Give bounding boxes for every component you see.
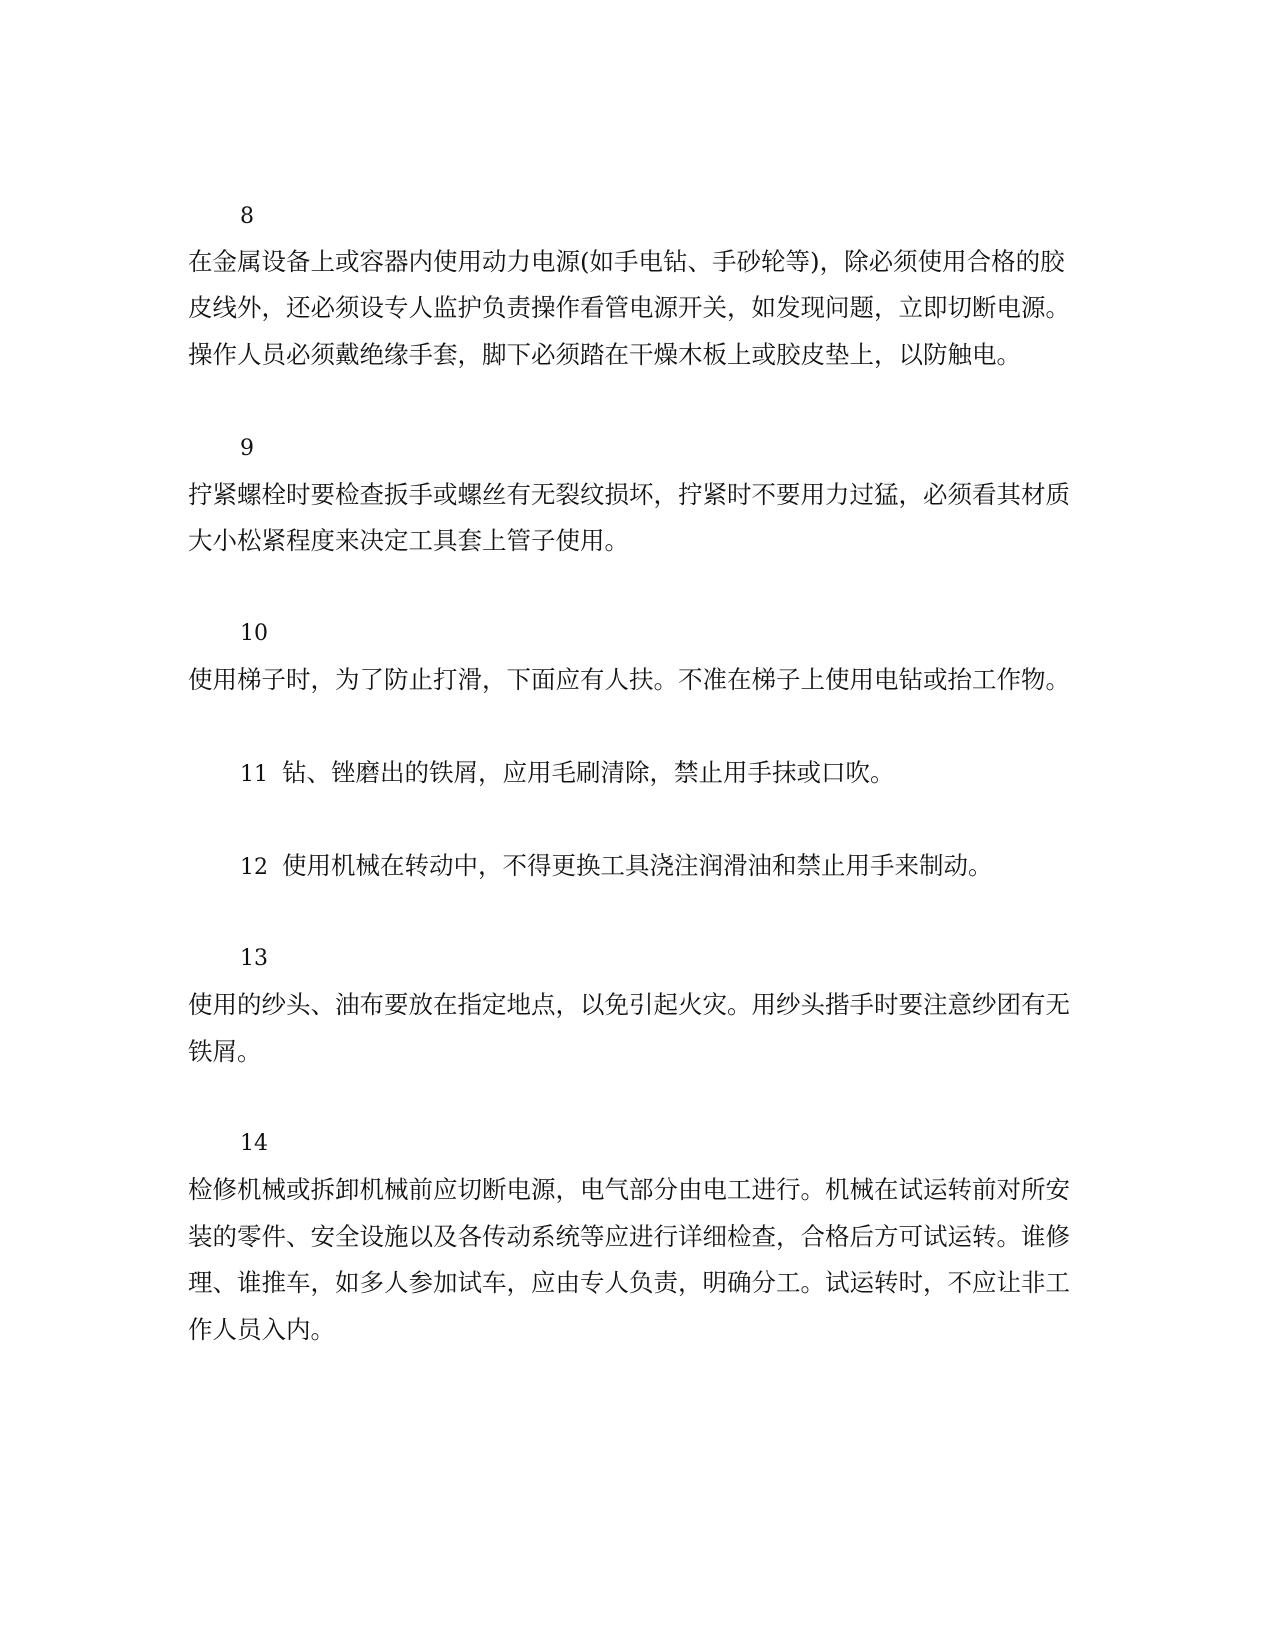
paragraph-line: 皮线外，还必须设专人监护负责操作看管电源开关，如发现问题，立即切断电源。 bbox=[188, 293, 1070, 322]
item-number: 8 bbox=[240, 204, 254, 229]
paragraph-line: 操作人员必须戴绝缘手套，脚下必须踏在干燥木板上或胶皮垫上，以防触电。 bbox=[188, 340, 1021, 369]
item-number: 13 bbox=[240, 946, 268, 971]
paragraph-line: 铁屑。 bbox=[188, 1037, 262, 1066]
item-text: 使用机械在转动中，不得更换工具浇注润滑油和禁止用手来制动。 bbox=[282, 851, 993, 880]
item-number: 9 bbox=[240, 436, 254, 461]
paragraph-line: 作人员入内。 bbox=[188, 1315, 335, 1344]
paragraph-line: 拧紧螺栓时要检查扳手或螺丝有无裂纹损坏，拧紧时不要用力过猛，必须看其材质 bbox=[188, 480, 1070, 509]
paragraph-line: 使用梯子时，为了防止打滑，下面应有人扶。不准在梯子上使用电钻或抬工作物。 bbox=[188, 665, 1070, 694]
paragraph-line: 大小松紧程度来决定工具套上管子使用。 bbox=[188, 526, 629, 555]
paragraph-line: 检修机械或拆卸机械前应切断电源，电气部分由电工进行。机械在试运转前对所安 bbox=[188, 1175, 1070, 1204]
item-number: 10 bbox=[240, 621, 268, 646]
paragraph-line: 理、谁推车，如多人参加试车，应由专人负责，明确分工。试运转时，不应让非工 bbox=[188, 1268, 1070, 1297]
item-text: 钻、锉磨出的铁屑，应用毛刷清除，禁止用手抹或口吹。 bbox=[282, 758, 895, 787]
paragraph-line: 装的零件、安全设施以及各传动系统等应进行详细检查，合格后方可试运转。谁修 bbox=[188, 1222, 1070, 1251]
item-number: 12 bbox=[240, 855, 268, 880]
list-item bbox=[240, 850, 993, 884]
list-item bbox=[240, 757, 895, 791]
item-number: 14 bbox=[240, 1131, 268, 1156]
item-number: 11 bbox=[240, 762, 268, 787]
paragraph-line: 使用的纱头、油布要放在指定地点，以免引起火灾。用纱头揩手时要注意纱团有无 bbox=[188, 990, 1070, 1019]
paragraph-line: 在金属设备上或容器内使用动力电源(如手电钻、手砂轮等)，除必须使用合格的胶 bbox=[188, 247, 1065, 276]
